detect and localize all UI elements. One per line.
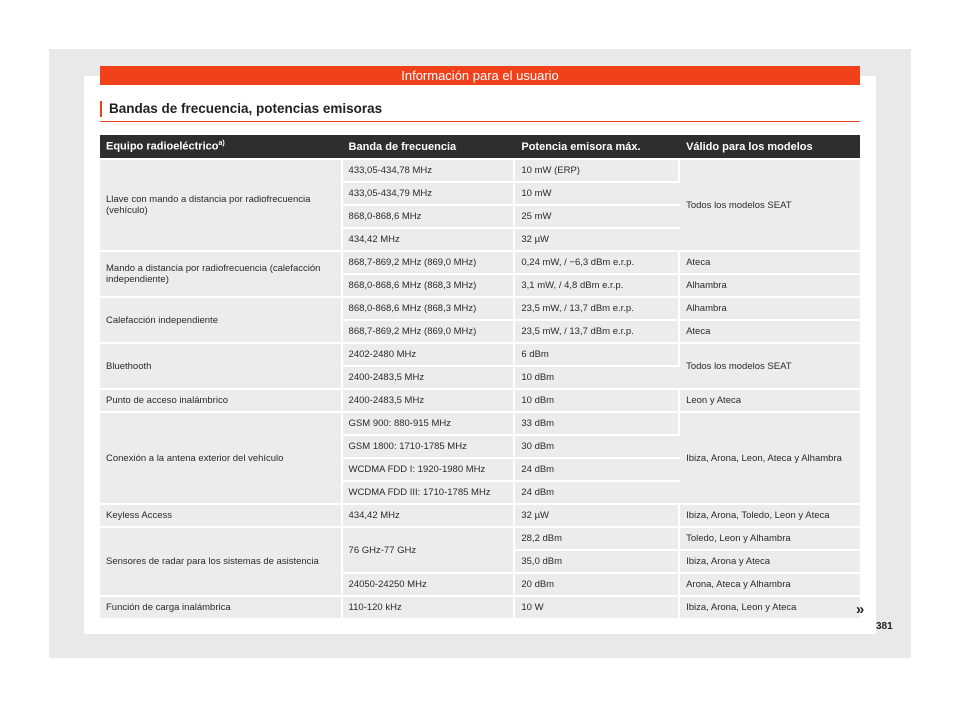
equipment-cell: Conexión a la antena exterior del vehículo — [100, 413, 343, 503]
power-cell: 30 dBm — [515, 436, 680, 457]
column-header-models: Válido para los modelos — [680, 135, 860, 158]
power-cell: 25 mW — [515, 206, 680, 227]
models-cell: Todos los modelos SEAT — [680, 344, 860, 388]
equipment-cell: Calefacción independiente — [100, 298, 343, 342]
band-cell: 868,0-868,6 MHz (868,3 MHz) — [343, 275, 516, 296]
table-row — [100, 597, 860, 618]
table-row — [100, 252, 860, 273]
equipment-cell: Keyless Access — [100, 505, 343, 526]
band-cell: 868,0-868,6 MHz — [343, 206, 516, 227]
table-row — [100, 344, 860, 365]
band-cell: 433,05-434,79 MHz — [343, 183, 516, 204]
power-cell: 33 dBm — [515, 413, 680, 434]
equipment-cell: Mando a distancia por radiofrecuencia (calefacción independiente) — [100, 252, 343, 296]
frequency-table — [100, 133, 860, 620]
table-row — [100, 298, 860, 319]
models-cell: Ateca — [680, 252, 860, 273]
band-cell: WCDMA FDD I: 1920-1980 MHz — [343, 459, 516, 480]
power-cell: 24 dBm — [515, 482, 680, 503]
equipment-cell: Punto de acceso inalámbrico — [100, 390, 343, 411]
equipment-cell: Función de carga inalámbrica — [100, 597, 343, 618]
power-cell: 0,24 mW, / −6,3 dBm e.r.p. — [515, 252, 680, 273]
power-cell: 23,5 mW, / 13,7 dBm e.r.p. — [515, 321, 680, 342]
band-cell: 868,7-869,2 MHz (869,0 MHz) — [343, 252, 516, 273]
models-cell: Todos los modelos SEAT — [680, 160, 860, 250]
power-cell: 6 dBm — [515, 344, 680, 365]
power-cell: 10 W — [515, 597, 680, 618]
band-cell: 434,42 MHz — [343, 505, 516, 526]
band-cell: 2400-2483,5 MHz — [343, 367, 516, 388]
band-cell: 2400-2483,5 MHz — [343, 390, 516, 411]
power-cell: 10 dBm — [515, 390, 680, 411]
band-cell: 110-120 kHz — [343, 597, 516, 618]
equipment-cell: Llave con mando a distancia por radiofrecuencia (vehículo) — [100, 160, 343, 250]
continue-arrow-icon: » — [856, 601, 865, 618]
power-cell: 32 µW — [515, 505, 680, 526]
table-row — [100, 505, 860, 526]
power-cell: 3,1 mW, / 4,8 dBm e.r.p. — [515, 275, 680, 296]
band-cell: 24050-24250 MHz — [343, 574, 516, 595]
table-row — [100, 160, 860, 181]
band-cell: 2402-2480 MHz — [343, 344, 516, 365]
column-header-power: Potencia emisora máx. — [515, 135, 680, 158]
models-cell: Arona, Ateca y Alhambra — [680, 574, 860, 595]
band-cell: 868,7-869,2 MHz (869,0 MHz) — [343, 321, 516, 342]
page-number: 381 — [876, 621, 893, 632]
power-cell: 24 dBm — [515, 459, 680, 480]
section-title: Bandas de frecuencia, potencias emisoras — [109, 101, 383, 116]
footnote-marker: a) — [218, 140, 225, 148]
band-cell: WCDMA FDD III: 1710-1785 MHz — [343, 482, 516, 503]
power-cell: 10 mW — [515, 183, 680, 204]
table-row — [100, 390, 860, 411]
models-cell: Toledo, Leon y Alhambra — [680, 528, 860, 549]
band-cell: 76 GHz-77 GHz — [343, 528, 516, 572]
column-header-band: Banda de frecuencia — [343, 135, 516, 158]
power-cell: 23,5 mW, / 13,7 dBm e.r.p. — [515, 298, 680, 319]
power-cell: 20 dBm — [515, 574, 680, 595]
power-cell: 10 mW (ERP) — [515, 160, 680, 181]
power-cell: 35,0 dBm — [515, 551, 680, 572]
heading-accent — [100, 101, 102, 117]
power-cell: 32 µW — [515, 229, 680, 250]
equipment-cell: Bluethooth — [100, 344, 343, 388]
table-header-row — [100, 135, 860, 158]
power-cell: 28,2 dBm — [515, 528, 680, 549]
band-cell: GSM 900: 880-915 MHz — [343, 413, 516, 434]
section-heading — [100, 99, 860, 122]
models-cell: Ateca — [680, 321, 860, 342]
power-cell: 10 dBm — [515, 367, 680, 388]
models-cell: Ibiza, Arona, Leon y Ateca — [680, 597, 860, 618]
models-cell: Alhambra — [680, 298, 860, 319]
models-cell: Ibiza, Arona, Leon, Ateca y Alhambra — [680, 413, 860, 503]
models-cell: Ibiza, Arona, Toledo, Leon y Ateca — [680, 505, 860, 526]
band-cell: GSM 1800: 1710-1785 MHz — [343, 436, 516, 457]
column-header-equipment: Equipo radioeléctrico$^{a)}$ — [100, 135, 343, 158]
table-row — [100, 413, 860, 434]
models-cell: Alhambra — [680, 275, 860, 296]
band-cell: 433,05-434,78 MHz — [343, 160, 516, 181]
equipment-cell: Sensores de radar para los sistemas de asistencia — [100, 528, 343, 595]
models-cell: Leon y Ateca — [680, 390, 860, 411]
band-cell: 868,0-868,6 MHz (868,3 MHz) — [343, 298, 516, 319]
header-bar: Información para el usuario — [100, 66, 860, 85]
models-cell: Ibiza, Arona y Ateca — [680, 551, 860, 572]
table-row — [100, 528, 860, 549]
band-cell: 434,42 MHz — [343, 229, 516, 250]
